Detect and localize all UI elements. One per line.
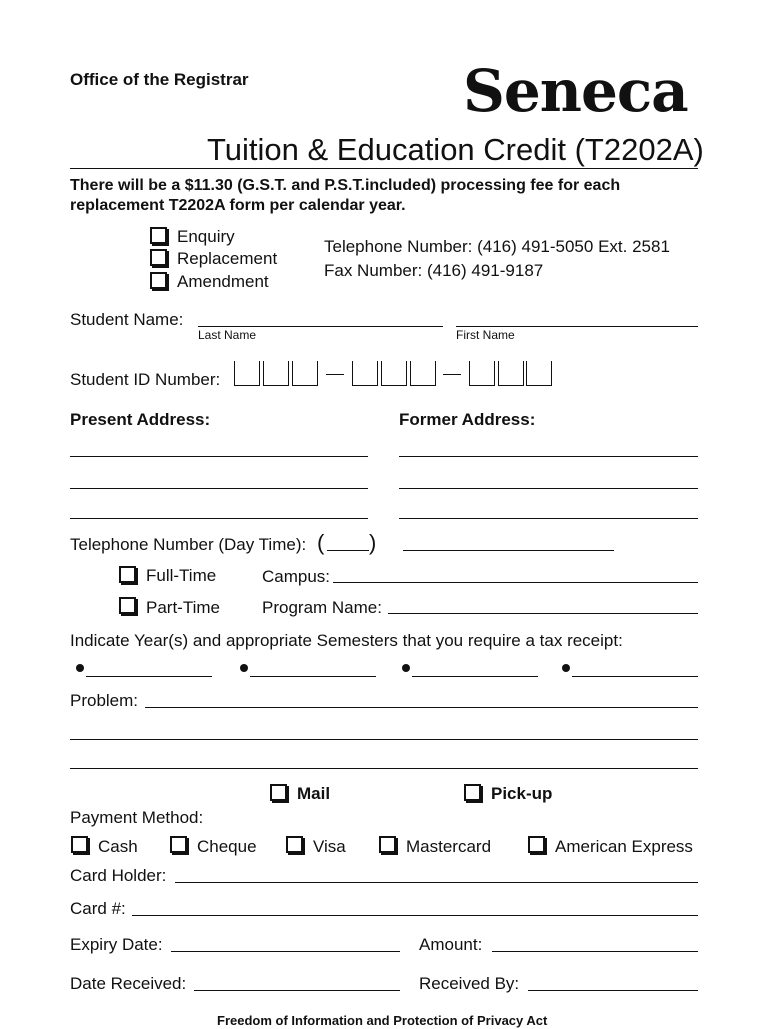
card-holder-field[interactable] [175,882,698,883]
amendment-checkbox[interactable] [150,272,167,289]
former-address-line-1[interactable] [399,456,698,457]
pickup-checkbox[interactable] [464,784,481,801]
mail-checkbox[interactable] [270,784,287,801]
phone-number-field[interactable] [403,550,614,551]
registrar-fax: Fax Number: (416) 491-9187 [324,261,544,280]
problem-line-1[interactable] [145,707,698,708]
present-address-label: Present Address: [70,410,211,429]
mastercard-label: Mastercard [406,837,492,856]
visa-checkbox[interactable] [286,836,303,853]
part-time-label: Part-Time [146,598,220,617]
student-name-label: Student Name: [70,310,184,329]
full-time-label: Full-Time [146,566,217,585]
area-code-close-paren: ) [369,530,377,555]
privacy-act-notice: Freedom of Information and Protection of Privacy Act [217,1013,548,1028]
title-rule [70,168,698,169]
campus-label: Campus: [262,567,331,586]
american-express-label: American Express [555,837,693,856]
present-address-line-3[interactable] [70,518,368,519]
campus-field[interactable] [333,582,698,583]
cheque-label: Cheque [197,837,257,856]
received-by-label: Received By: [419,974,520,993]
received-by-field[interactable] [528,990,698,991]
present-address-line-1[interactable] [70,456,368,457]
program-name-label: Program Name: [262,598,382,617]
present-address-line-2[interactable] [70,488,368,489]
problem-line-3[interactable] [70,768,698,769]
problem-label: Problem: [70,691,139,710]
id-digit-box[interactable] [381,361,407,386]
bullet [562,664,570,672]
id-digit-box[interactable] [526,361,552,386]
semester-field-4[interactable] [572,676,698,677]
mastercard-checkbox[interactable] [379,836,396,853]
former-address-line-2[interactable] [399,488,698,489]
id-digit-box[interactable] [352,361,378,386]
expiry-date-label: Expiry Date: [70,935,163,954]
id-digit-box[interactable] [263,361,289,386]
amount-label: Amount: [419,935,483,954]
full-time-checkbox[interactable] [119,566,136,583]
fee-notice-line2: replacement T2202A form per calendar year. [70,197,406,214]
card-number-field[interactable] [132,915,698,916]
former-address-label: Former Address: [399,410,536,429]
problem-line-2[interactable] [70,739,698,740]
semester-field-3[interactable] [412,676,538,677]
enquiry-label: Enquiry [177,227,235,246]
card-number-label: Card #: [70,899,126,918]
replacement-label: Replacement [177,249,278,268]
pickup-label: Pick-up [491,784,553,803]
card-holder-label: Card Holder: [70,866,167,885]
last-name-caption: Last Name [198,328,257,342]
fee-notice-line1: There will be a $11.30 (G.S.T. and P.S.T.included) processing fee for each [70,177,621,194]
replacement-checkbox[interactable] [150,249,167,266]
cash-checkbox[interactable] [71,836,88,853]
date-received-field[interactable] [194,990,400,991]
first-name-field[interactable] [456,326,698,327]
bullet [402,664,410,672]
part-time-checkbox[interactable] [119,597,136,614]
bullet [240,664,248,672]
american-express-checkbox[interactable] [528,836,545,853]
mail-label: Mail [297,784,331,803]
student-id-label: Student ID Number: [70,370,221,389]
former-address-line-3[interactable] [399,518,698,519]
office-name: Office of the Registrar [70,70,249,89]
id-separator [326,374,344,375]
first-name-caption: First Name [456,328,515,342]
payment-method-label: Payment Method: [70,808,204,827]
enquiry-checkbox[interactable] [150,227,167,244]
expiry-date-field[interactable] [171,951,400,952]
area-code-field[interactable] [327,550,369,551]
seneca-logo: Seneca [463,57,688,125]
id-digit-box[interactable] [410,361,436,386]
amount-field[interactable] [492,951,698,952]
semester-field-2[interactable] [250,676,376,677]
form-title: Tuition & Education Credit (T2202A) [207,132,704,167]
last-name-field[interactable] [198,326,443,327]
semester-field-1[interactable] [86,676,212,677]
visa-label: Visa [313,837,346,856]
date-received-label: Date Received: [70,974,187,993]
id-separator [443,374,461,375]
bullet [76,664,84,672]
id-digit-box[interactable] [292,361,318,386]
registrar-telephone: Telephone Number: (416) 491-5050 Ext. 2581 [324,237,670,256]
amendment-label: Amendment [177,272,269,291]
program-name-field[interactable] [388,613,698,614]
cheque-checkbox[interactable] [170,836,187,853]
id-digit-box[interactable] [469,361,495,386]
cash-label: Cash [98,837,138,856]
area-code-open-paren: ( [317,530,325,555]
id-digit-box[interactable] [234,361,260,386]
id-digit-box[interactable] [498,361,524,386]
daytime-phone-label: Telephone Number (Day Time): [70,535,307,554]
semesters-label: Indicate Year(s) and appropriate Semesters that you require a tax receipt: [70,631,623,650]
